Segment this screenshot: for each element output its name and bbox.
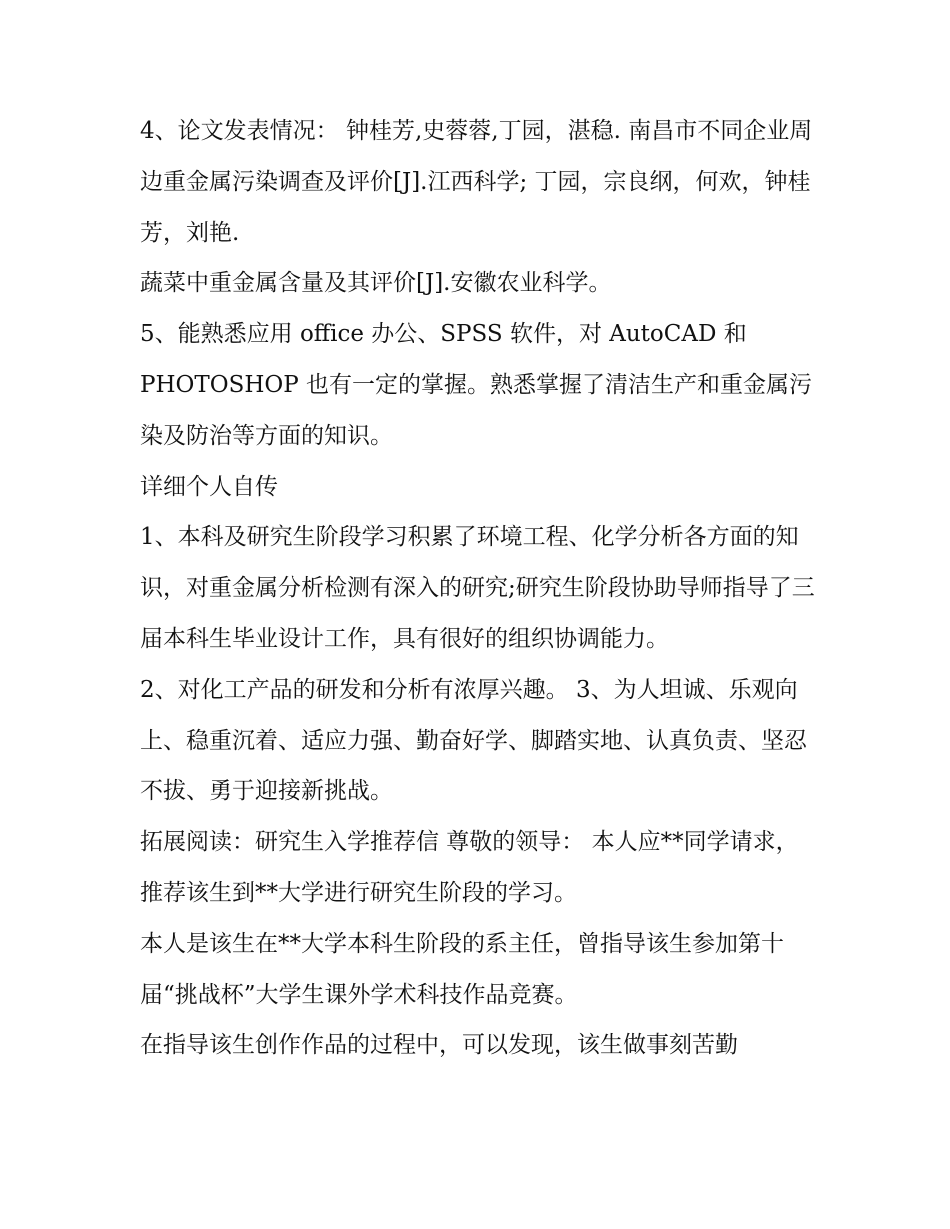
paragraph-publications-cont: 蔬菜中重金属含量及其评价[J].安徽农业科学。: [140, 270, 612, 297]
paragraph-recommendation-intro: 拓展阅读：研究生入学推荐信 尊敬的领导： 本人应**同学请求，推荐该生到**大学进行研究生阶段的学习。: [140, 829, 799, 906]
paragraph-software-skills: 5、能熟悉应用 office 办公、SPSS 软件，对 AutoCAD 和 PHOTOSHOP 也有一定的掌握。熟悉掌握了清洁生产和重金属污染及防治等方面的知识。: [140, 321, 813, 449]
paragraph-guidance-observation: 在指导该生创作作品的过程中，可以发现，该生做事刻苦勤: [140, 1032, 738, 1059]
paragraph-recommender-role: 本人是该生在**大学本科生阶段的系主任，曾指导该生参加第十届“挑战杯”大学生课外学术科技作品竞赛。: [140, 930, 784, 1008]
section-heading-autobiography: 详细个人自传: [140, 473, 278, 500]
document-body: [140, 106, 820, 1071]
paragraph-publications: 4、论文发表情况： 钟桂芳,史蓉蓉,丁园，湛稳. 南昌市不同企业周边重金属污染调查及评价[J].江西科学; 丁园，宗良纲，何欢，钟桂芳，刘艳.: [140, 118, 813, 246]
paragraph-study-experience: 1、本科及研究生阶段学习积累了环境工程、化学分析各方面的知识，对重金属分析检测有深入的研究;研究生阶段协助导师指导了三届本科生毕业设计工作，具有很好的组织协调能力。: [140, 524, 815, 652]
paragraph-interests-personality: 2、对化工产品的研发和分析有浓厚兴趣。 3、为人坦诚、乐观向上、稳重沉着、适应力强、勤奋好学、脚踏实地、认真负责、坚忍不拔、勇于迎接新挑战。: [140, 676, 807, 805]
